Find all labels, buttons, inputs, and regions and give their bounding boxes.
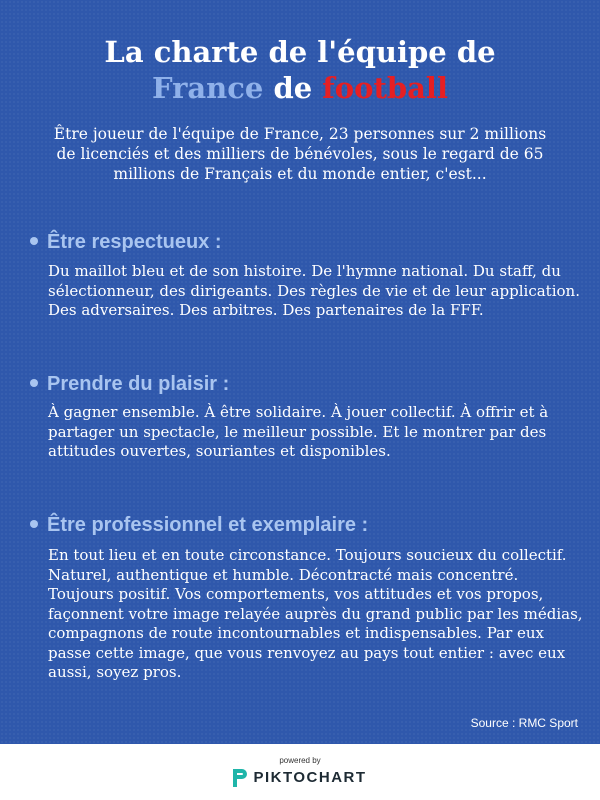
- piktochart-logo[interactable]: [0, 769, 600, 791]
- title-line-1: La charte de l'équipe de: [104, 35, 496, 69]
- section-heading-text: Être respectueux :: [47, 231, 222, 253]
- piktochart-icon: [233, 769, 247, 791]
- section-heading-respectueux: [30, 230, 222, 254]
- title-word-de: de: [263, 71, 323, 105]
- section-body-respectueux: Du maillot bleu et de son histoire. De l'hymne national. Du staff, du sélectionneur, des dirigeants. Des règles de vie et de leur application. Des adversaires. Des arbitres. Des partenaires de la FFF.: [48, 262, 580, 319]
- page-title: [0, 34, 600, 106]
- title-word-france: France: [152, 71, 264, 105]
- source-credit: Source : RMC Sport: [470, 716, 578, 730]
- intro-paragraph: Être joueur de l'équipe de France, 23 personnes sur 2 millions de licenciés et des milliers de bénévoles, sous le regard de 65 millions de Français et du monde entier, c'est...: [53, 125, 547, 183]
- bullet-icon: [30, 379, 38, 387]
- section-heading-text: Être professionnel et exemplaire :: [47, 514, 369, 536]
- powered-by-label: powered by: [279, 756, 321, 765]
- bullet-icon: [30, 520, 38, 528]
- piktochart-wordmark: PIKTOCHART: [253, 769, 367, 786]
- section-heading-plaisir: [30, 372, 229, 396]
- section-heading-professionnel: [30, 513, 368, 537]
- bullet-icon: [30, 237, 38, 245]
- footer-branding[interactable]: [0, 744, 600, 800]
- title-word-football: football: [322, 71, 448, 105]
- section-heading-text: Prendre du plaisir :: [47, 373, 230, 395]
- section-body-professionnel: En tout lieu et en toute circonstance. Toujours soucieux du collectif. Naturel, authentique et humble. Décontracté mais concentré. Toujours positif. Vos comportements, vos attitudes et vos propos, façonnent votre image relayée auprès du grand public par les médias, compagnons de route incontournables et indispensables. Par eux passe cette image, que vous renvoyez au pays tout entier : avec eux aussi, soyez pros.: [48, 546, 583, 681]
- section-body-plaisir: À gagner ensemble. À être solidaire. À jouer collectif. À offrir et à partager un spectacle, le meilleur possible. Et le montrer par des attitudes ouvertes, souriantes et disponibles.: [48, 403, 549, 460]
